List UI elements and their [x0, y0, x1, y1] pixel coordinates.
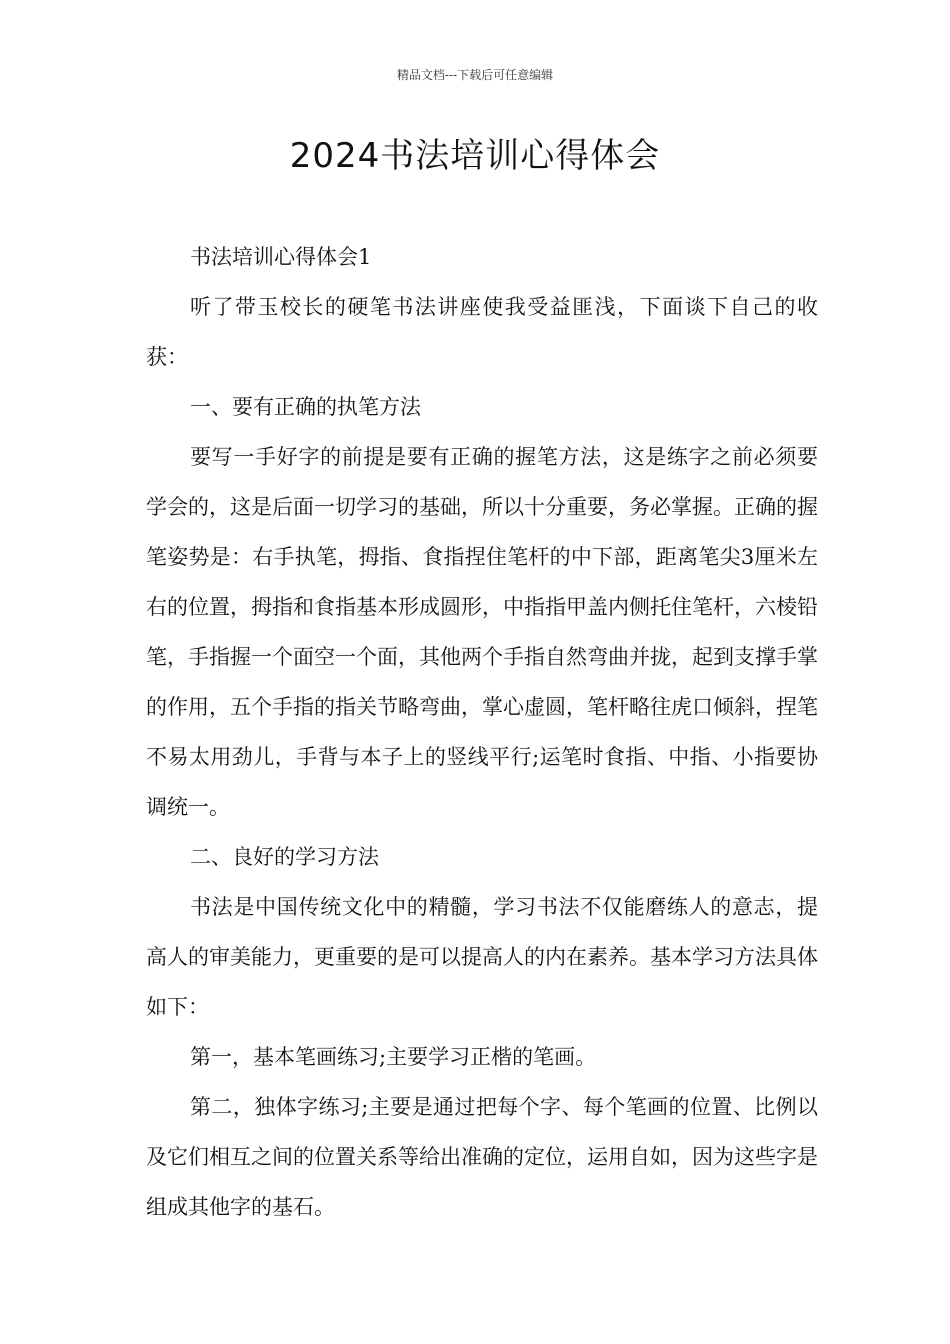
paragraph: 第二，独体字练习;主要是通过把每个字、每个笔画的位置、比例以及它们相互之间的位置关系等给出准确的定位，运用自如，因为这些字是组成其他字的基石。: [146, 1095, 818, 1219]
section-subtitle: 书法培训心得体会1: [190, 245, 372, 269]
section-heading: 一、要有正确的执笔方法: [190, 395, 421, 419]
paragraph: 书法是中国传统文化中的精髓，学习书法不仅能磨练人的意志，提高人的审美能力，更重要的是可以提高人的内在素养。基本学习方法具体如下：: [146, 895, 818, 1019]
section-heading: 二、良好的学习方法: [190, 845, 379, 869]
paragraph: 听了带玉校长的硬笔书法讲座使我受益匪浅，下面谈下自己的收获：: [146, 295, 818, 369]
paragraph: 要写一手好字的前提是要有正确的握笔方法，这是练字之前必须要学会的，这是后面一切学习的基础，所以十分重要，务必掌握。正确的握笔姿势是：右手执笔，拇指、食指捏住笔杆的中下部，距离笔尖3厘米左右的位置，拇指和食指基本形成圆形，中指指甲盖内侧托住笔杆，六棱铅笔，手指握一个面空一个面，其他两个手指自然弯曲并拢，起到支撑手掌的作用，五个手指的指关节略弯曲，掌心虚圆，笔杆略往虎口倾斜，捏笔不易太用劲儿，手背与本子上的竖线平行;运笔时食指、中指、小指要协调统一。: [146, 445, 818, 819]
document-title: 2024书法培训心得体会: [289, 136, 661, 176]
header-note: 精品文档---下载后可任意编辑: [396, 68, 554, 82]
document-body: [146, 232, 818, 1232]
paragraph: 第一，基本笔画练习;主要学习正楷的笔画。: [190, 1045, 597, 1069]
